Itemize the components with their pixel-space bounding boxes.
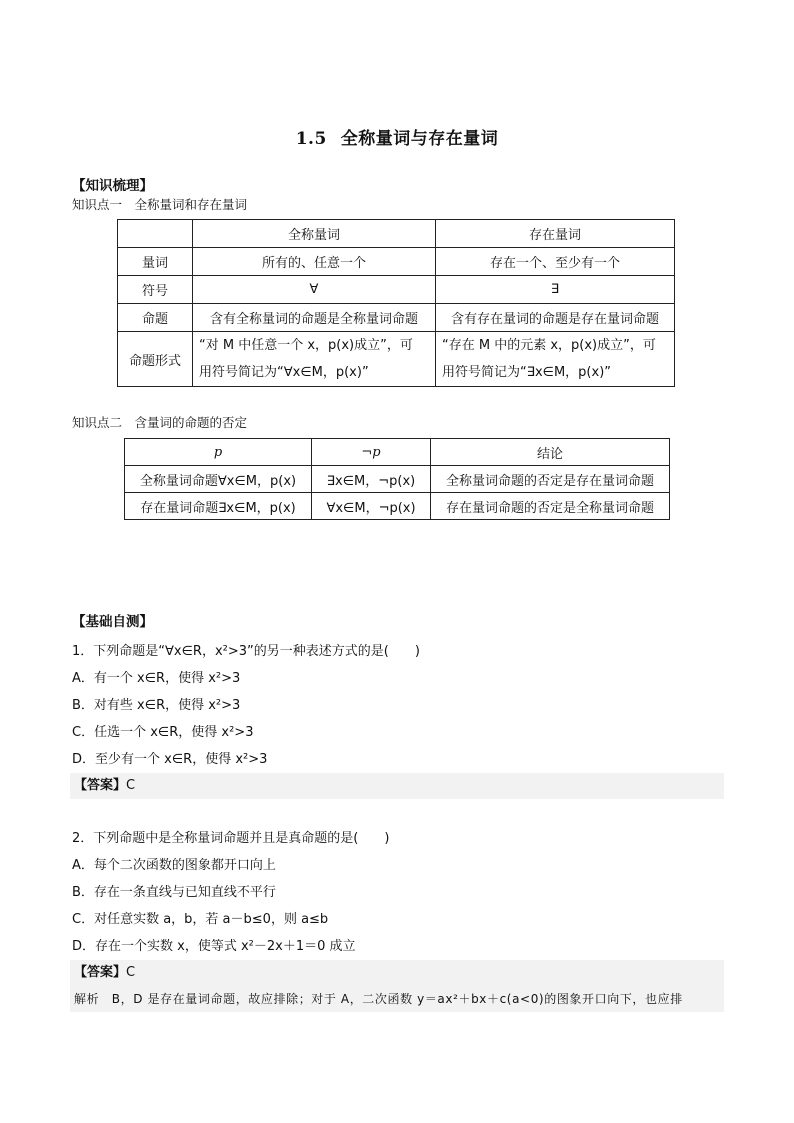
section-title: 全称量词与存在量词 (340, 129, 499, 149)
section-number: 1.5 (295, 129, 327, 149)
table-cell: 存在量词命题的否定是全称量词命题 (431, 493, 670, 520)
table-cell (118, 220, 193, 248)
page-title (0, 124, 794, 149)
table-cell: 量词 (118, 248, 193, 276)
question-1-answer-box (70, 773, 724, 799)
table-cell: ∀ (193, 276, 436, 304)
table-header-cell: p (125, 439, 312, 466)
answer-label: 【答案】 (74, 778, 127, 793)
question-1-option-d: D．至少有一个 x∈R，使得 x²>3 (72, 752, 268, 767)
knowledge-heading: 【知识梳理】 (72, 178, 153, 194)
answer-line (70, 773, 724, 799)
table-row (125, 439, 670, 466)
table-cell: 命题 (118, 304, 193, 332)
quantifier-table (117, 219, 675, 387)
table-row (125, 493, 670, 520)
table-cell: 含有存在量词的命题是存在量词命题 (436, 304, 675, 332)
table-header-cell: 结论 (431, 439, 670, 466)
table-cell (436, 332, 675, 387)
table-cell: 全称量词命题∀x∈M，p(x) (125, 466, 312, 493)
question-2-stem: 2．下列命题中是全称量词命题并且是真命题的是( ) (72, 831, 390, 846)
table-row (118, 220, 675, 248)
question-1-option-a: A．有一个 x∈R，使得 x²>3 (72, 671, 241, 686)
table-cell: 存在量词命题∃x∈M，p(x) (125, 493, 312, 520)
form-universal-line-1: “对 M 中任意一个 x，p(x)成立”，可 (199, 338, 413, 353)
form-existential-line-2: 用符号简记为“∃x∈M，p(x)” (442, 365, 612, 380)
table-cell: ∃ (436, 276, 675, 304)
table-cell: ∃x∈M，¬p(x) (312, 466, 431, 493)
question-1-stem: 1．下列命题是“∀x∈R，x²>3”的另一种表述方式的是( ) (72, 644, 420, 659)
question-2-option-d: D．存在一个实数 x，使等式 x²－2x＋1＝0 成立 (72, 939, 356, 954)
table-cell (193, 332, 436, 387)
question-1-option-c: C．任选一个 x∈R，使得 x²>3 (72, 725, 254, 740)
table-row (118, 276, 675, 304)
table-row (118, 304, 675, 332)
form-universal-line-2: 用符号简记为“∀x∈M，p(x)” (199, 365, 369, 380)
table-cell: 含有全称量词的命题是全称量词命题 (193, 304, 436, 332)
form-existential-line-1: “存在 M 中的元素 x，p(x)成立”，可 (442, 338, 656, 353)
table-header-cell: 存在量词 (436, 220, 675, 248)
question-2-option-a: A．每个二次函数的图象都开口向上 (72, 858, 276, 873)
question-2-option-c: C．对任意实数 a，b，若 a－b≤0，则 a≤b (72, 912, 329, 927)
question-2-explanation: 解析 B，D 是存在量词命题，故应排除；对于 A，二次函数 y＝ax²＋bx＋c(a<0)的图象开口向下，也应排 (74, 992, 683, 1006)
negation-table (124, 438, 670, 520)
question-1-option-b: B．对有些 x∈R，使得 x²>3 (72, 698, 241, 713)
table-row (125, 466, 670, 493)
table-cell: 命题形式 (118, 332, 193, 387)
answer-value: C (126, 778, 136, 793)
knowledge-point-2-label: 知识点二 含量词的命题的否定 (72, 415, 248, 430)
answer-value: C (126, 965, 136, 980)
knowledge-point-1-label: 知识点一 全称量词和存在量词 (72, 197, 248, 212)
table-cell: 符号 (118, 276, 193, 304)
table-row (118, 332, 675, 387)
question-2-answer-box (70, 960, 724, 1012)
table-cell: 全称量词命题的否定是存在量词命题 (431, 466, 670, 493)
table-header-cell: ¬p (312, 439, 431, 466)
table-cell: 存在一个、至少有一个 (436, 248, 675, 276)
answer-line (70, 960, 724, 986)
answer-label: 【答案】 (74, 965, 127, 980)
question-2-option-b: B．存在一条直线与已知直线不平行 (72, 885, 276, 900)
table-cell: ∀x∈M，¬p(x) (312, 493, 431, 520)
table-cell: 所有的、任意一个 (193, 248, 436, 276)
table-row (118, 248, 675, 276)
self-test-heading: 【基础自测】 (72, 614, 153, 630)
table-header-cell: 全称量词 (193, 220, 436, 248)
